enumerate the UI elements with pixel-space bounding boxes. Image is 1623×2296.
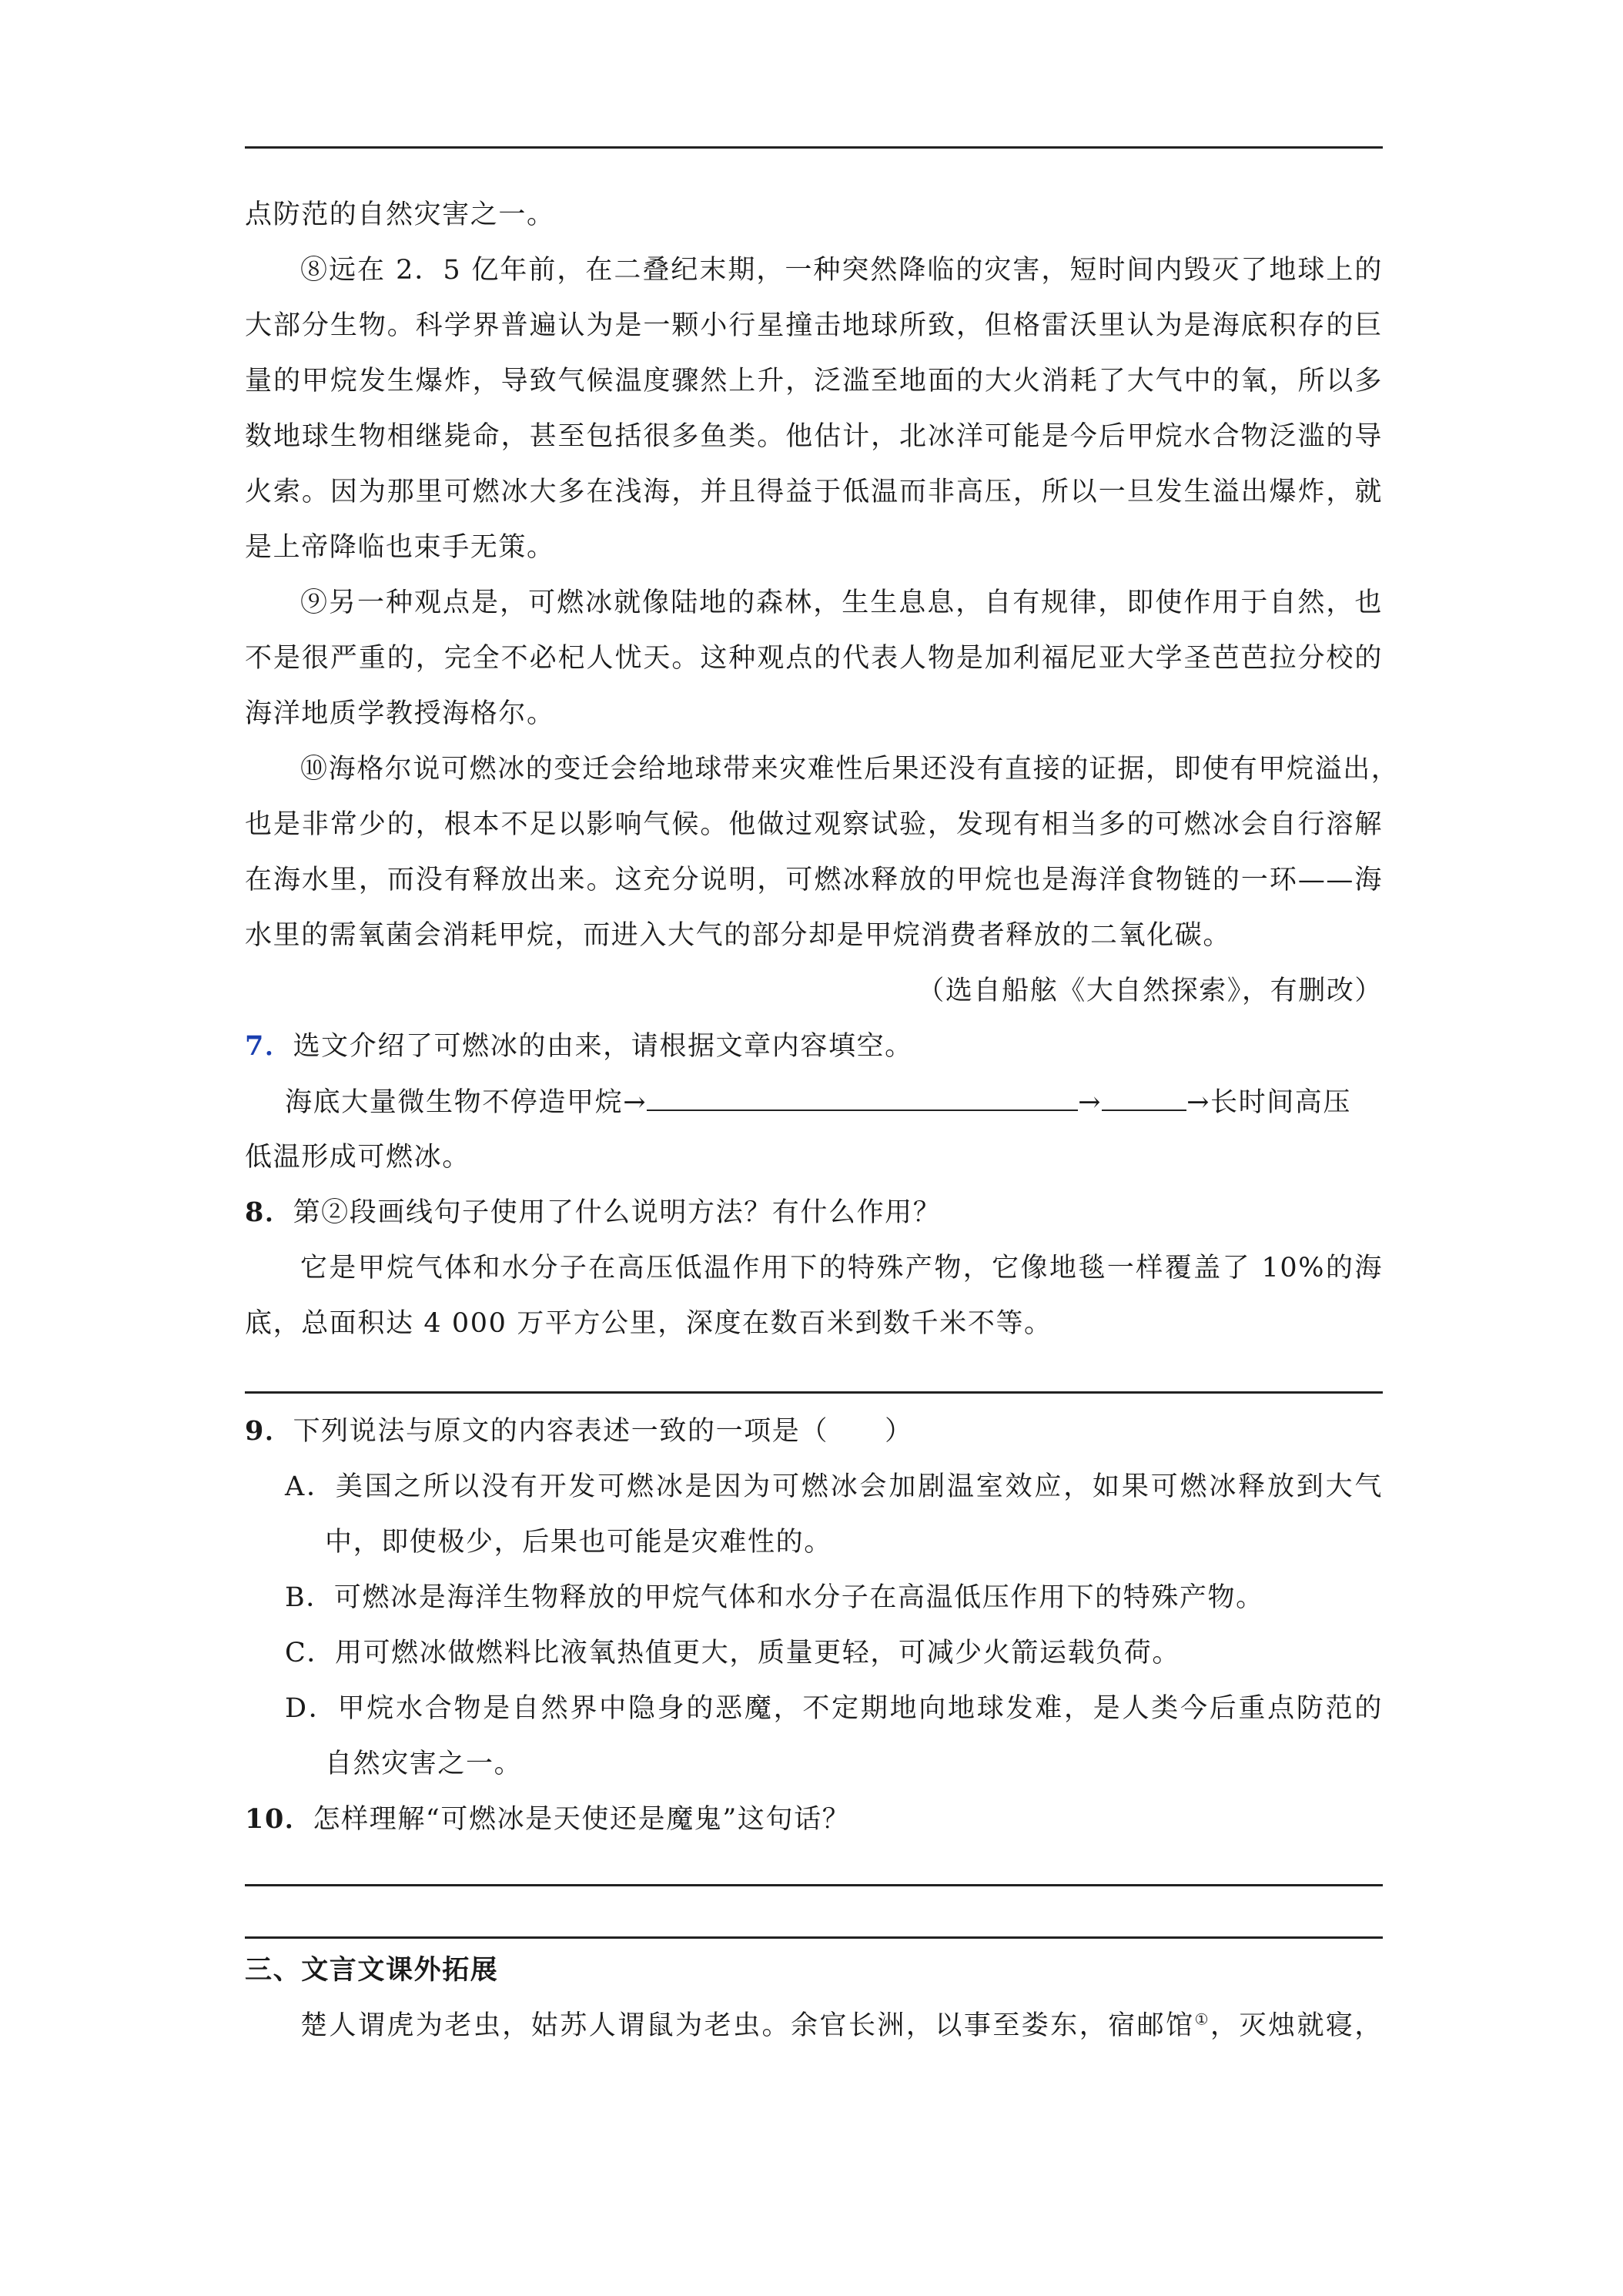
option-b[interactable]: B．可燃冰是海洋生物释放的甲烷气体和水分子在高温低压作用下的特殊产物。: [285, 1582, 1264, 1613]
passage-line: 大部分生物。科学界普遍认为是一颗小行星撞击地球所致，但格雷沃里认为是海底积存的巨: [245, 310, 1383, 341]
passage-line: 也是非常少的，根本不足以影响气候。他做过观察试验，发现有相当多的可燃冰会自行溶解: [245, 809, 1383, 840]
question-number: 10．: [245, 1803, 313, 1835]
section-rule: [245, 1936, 1383, 1939]
answer-blank-1[interactable]: [647, 1083, 1078, 1111]
question-9: [245, 1413, 1383, 1450]
answer-blank-2[interactable]: [1102, 1083, 1186, 1111]
classical-text: ，灭烛就寝，: [1210, 2010, 1383, 2041]
option-c[interactable]: C．用可燃冰做燃料比液氧热值更大，质量更轻，可减少火箭运载负荷。: [285, 1638, 1180, 1668]
passage-line: ⑩海格尔说可燃冰的变迁会给地球带来灾难性后果还没有直接的证据，即使有甲烷溢出，: [300, 754, 1400, 785]
question-stem: 下列说法与原文的内容表述一致的一项是（ ）: [293, 1416, 913, 1447]
q7-fill-end: 低温形成可燃冰。: [245, 1142, 470, 1173]
classical-text: 楚人谓虎为老虫，姑苏人谓鼠为老虫。余官长洲，以事至娄东，宿邮馆: [300, 2010, 1195, 2041]
section-heading: 三、文言文课外拓展: [245, 1954, 499, 1986]
option-d[interactable]: D．甲烷水合物是自然界中隐身的恶魔，不定期地向地球发难，是人类今后重点防范的: [285, 1693, 1383, 1724]
question-8: [245, 1194, 1383, 1231]
passage-line: 不是很严重的，完全不必杞人忧天。这种观点的代表人物是加利福尼亚大学圣芭芭拉分校的: [245, 643, 1383, 674]
passage-line: ⑨另一种观点是，可燃冰就像陆地的森林，生生息息，自有规律，即使作用于自然，也: [300, 587, 1383, 618]
passage-line: 点防范的自然灾害之一。: [245, 199, 555, 230]
passage-line: 是上帝降临也束手无策。: [245, 532, 555, 563]
question-7: [245, 1028, 1383, 1065]
passage-line: 海洋地质学教授海格尔。: [245, 698, 555, 729]
question-10: [245, 1801, 1383, 1838]
question-number: 7．: [245, 1030, 293, 1062]
question-stem: 选文介绍了可燃冰的由来，请根据文章内容填空。: [293, 1031, 913, 1062]
q8-quote: 底，总面积达 4 000 万平方公里，深度在数百米到数千米不等。: [245, 1308, 1052, 1339]
arrow-text: →: [1078, 1087, 1103, 1118]
q7-fill-line: [285, 1083, 1383, 1121]
passage-source: （选自船舷《大自然探索》，有删改）: [917, 976, 1383, 1006]
fill-text: →长时间高压: [1186, 1087, 1352, 1118]
footnote-marker[interactable]: ①: [1194, 2010, 1211, 2029]
question-number: 8．: [245, 1197, 293, 1228]
option-d-cont: 自然灾害之一。: [325, 1749, 523, 1779]
passage-line: ⑧远在 2．5 亿年前，在二叠纪末期，一种突然降临的灾害，短时间内毁灭了地球上的: [300, 255, 1383, 286]
passage-line: 水里的需氧菌会消耗甲烷，而进入大气的部分却是甲烷消费者释放的二氧化碳。: [245, 920, 1232, 951]
passage-line: 量的甲烷发生爆炸，导致气候温度骤然上升，泛滥至地面的大火消耗了大气中的氧，所以多: [245, 366, 1383, 397]
question-stem: 怎样理解“可燃冰是天使还是魔鬼”这句话？: [313, 1804, 851, 1835]
question-number: 9．: [245, 1415, 293, 1447]
answer-line[interactable]: [245, 1391, 1383, 1394]
classical-text-line: [300, 2007, 1383, 2044]
passage-line: 数地球生物相继毙命，甚至包括很多鱼类。他估计，北冰洋可能是今后甲烷水合物泛滥的导: [245, 421, 1383, 452]
option-a[interactable]: A．美国之所以没有开发可燃冰是因为可燃冰会加剧温室效应，如果可燃冰释放到大气: [285, 1471, 1383, 1502]
answer-line[interactable]: [245, 1884, 1383, 1886]
passage-line: 在海水里，而没有释放出来。这充分说明，可燃冰释放的甲烷也是海洋食物链的一环——海: [245, 865, 1383, 895]
q8-quote: 它是甲烷气体和水分子在高压低温作用下的特殊产物，它像地毯一样覆盖了 10%的海: [300, 1253, 1383, 1284]
option-a-cont: 中，即使极少，后果也可能是灾难性的。: [325, 1527, 832, 1558]
document-page: [245, 0, 1400, 2296]
header-rule: [245, 146, 1383, 149]
question-stem: 第②段画线句子使用了什么说明方法？有什么作用？: [293, 1197, 942, 1228]
passage-line: 火索。因为那里可燃冰大多在浅海，并且得益于低温而非高压，所以一旦发生溢出爆炸，就: [245, 477, 1383, 507]
fill-text: 海底大量微生物不停造甲烷→: [285, 1087, 648, 1118]
